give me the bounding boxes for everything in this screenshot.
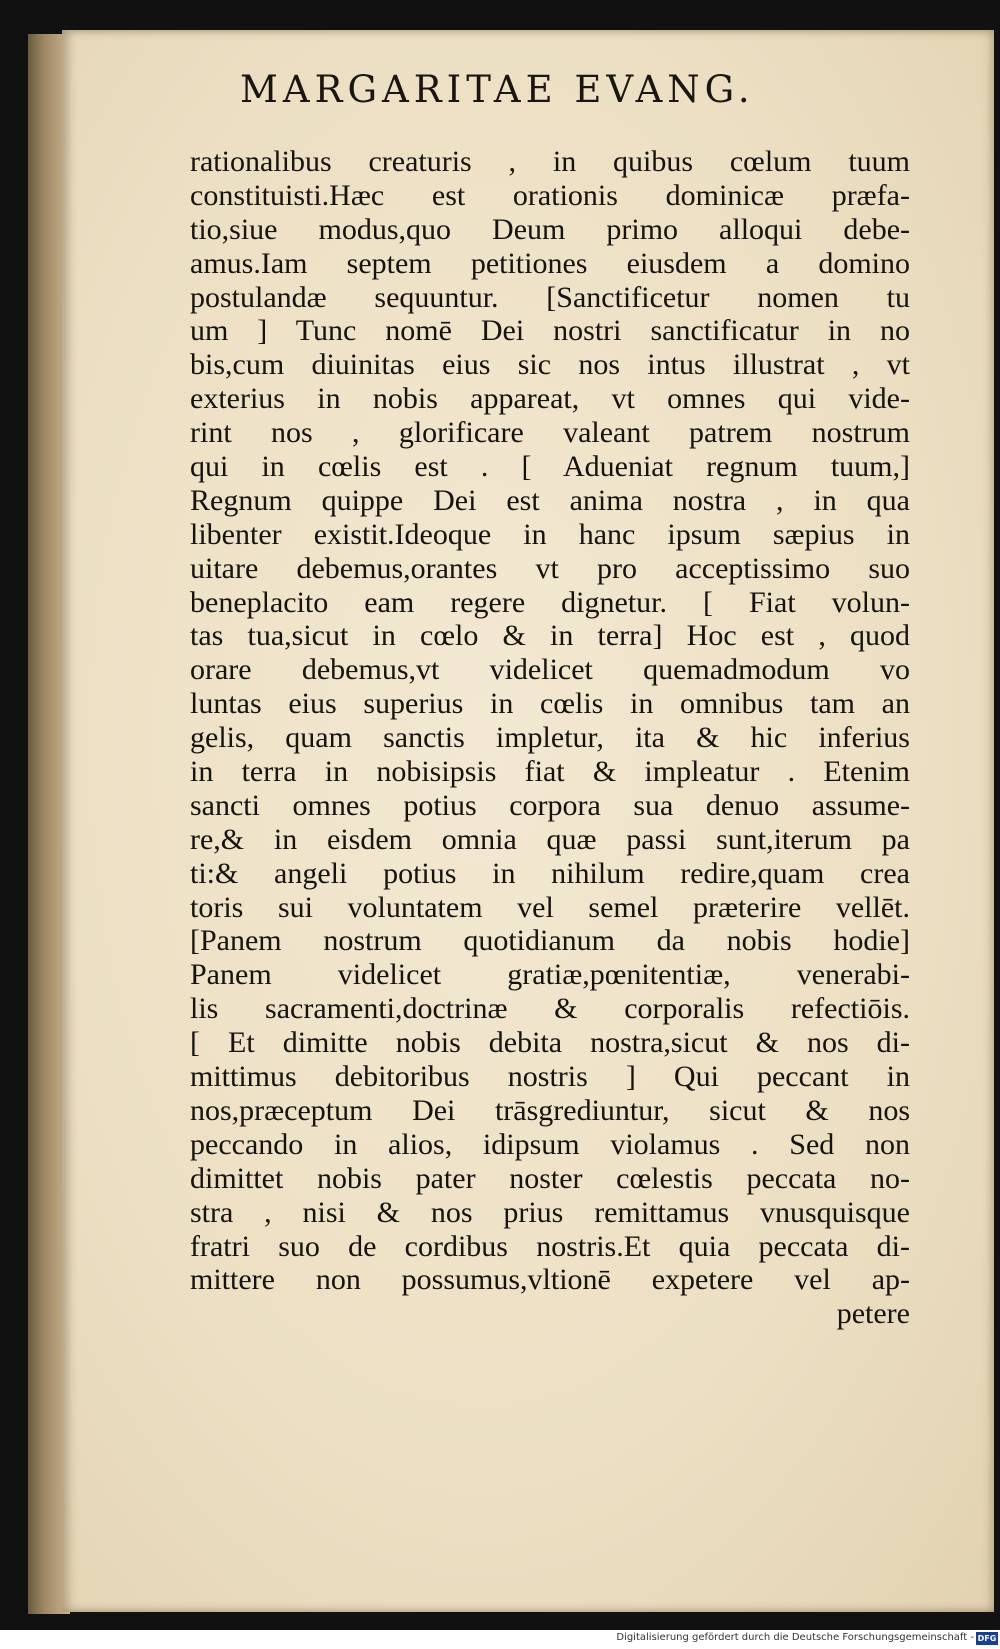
text-line: constituisti.Hæc est orationis dominicæ præfa-	[190, 178, 910, 212]
text-line: rationalibus creaturis , in quibus cœlum tuum	[190, 145, 910, 178]
text-line: fratri suo de cordibus nostris.Et quia peccata di-	[190, 1229, 910, 1263]
text-line: bis,cum diuinitas eius sic nos intus illustrat , vt	[190, 348, 910, 382]
text-line: nos,præceptum Dei trāsgrediuntur, sicut & nos	[190, 1093, 910, 1127]
text-line: amus.Iam septem petitiones eiusdem a domino	[190, 246, 910, 280]
text-line: qui in cœlis est . [ Adueniat regnum tuum,]	[190, 450, 910, 484]
catchword: petere	[836, 1297, 910, 1331]
text-line: um ] Tunc nomē Dei nostri sanctificatur in no	[190, 314, 910, 348]
text-line: rint nos , glorificare valeant patrem nostrum	[190, 416, 910, 450]
running-head: MARGARITAE EVANG.	[240, 68, 755, 111]
text-line: luntas eius superius in cœlis in omnibus tam an	[190, 687, 910, 721]
dfg-logo-icon: DFG	[977, 1634, 997, 1643]
text-line: dimittet nobis pater noster cœlestis peccata no-	[190, 1161, 910, 1195]
text-line: uitare debemus,orantes vt pro acceptissimo suo	[190, 551, 910, 585]
footer-credit: Digitalisierung gefördert durch die Deutsche Forschungsgemeinschaft -	[616, 1632, 974, 1643]
text-line: sancti omnes potius corpora sua denuo assume-	[190, 788, 910, 822]
text-line: beneplacito eam regere dignetur. [ Fiat volun-	[190, 585, 910, 619]
text-line: postulandæ sequuntur. [Sanctificetur nomen tu	[190, 280, 910, 314]
text-line: exterius in nobis appareat, vt omnes qui vide-	[190, 382, 910, 416]
text-line: mittimus debitoribus nostris ] Qui peccant in	[190, 1060, 910, 1094]
text-line: re,& in eisdem omnia quæ passi sunt,iterum pa	[190, 822, 910, 856]
text-line: in terra in nobisipsis fiat & impleatur . Etenim	[190, 755, 910, 789]
body-text	[190, 145, 910, 1331]
text-line: [Panem nostrum quotidianum da nobis hodie]	[190, 924, 910, 958]
text-line: stra , nisi & nos prius remittamus vnusquisque	[190, 1195, 910, 1229]
text-line: toris sui voluntatem vel semel præterire vellēt.	[190, 890, 910, 924]
text-line: orare debemus,vt videlicet quemadmodum vo	[190, 653, 910, 687]
text-line: [ Et dimitte nobis debita nostra,sicut & nos di-	[190, 1026, 910, 1060]
text-line: libenter existit.Ideoque in hanc ipsum sæpius in	[190, 517, 910, 551]
text-line: gelis, quam sanctis impletur, ita & hic inferius	[190, 721, 910, 755]
footer-bar	[0, 1630, 1000, 1649]
text-line: tas tua,sicut in cœlo & in terra] Hoc est , quod	[190, 619, 910, 653]
text-line: Regnum quippe Dei est anima nostra , in qua	[190, 483, 910, 517]
text-line: Panem videlicet gratiæ,pœnitentiæ, venerabi-	[190, 958, 910, 992]
text-line: ti:& angeli potius in nihilum redire,quam crea	[190, 856, 910, 890]
text-line: tio,siue modus,quo Deum primo alloqui debe-	[190, 212, 910, 246]
text-line: peccando in alios, idipsum violamus . Sed non	[190, 1127, 910, 1161]
text-line: lis sacramenti,doctrinæ & corporalis refectiōis.	[190, 992, 910, 1026]
text-line: mittere non possumus,vltionē expetere vel ap-	[190, 1263, 910, 1297]
